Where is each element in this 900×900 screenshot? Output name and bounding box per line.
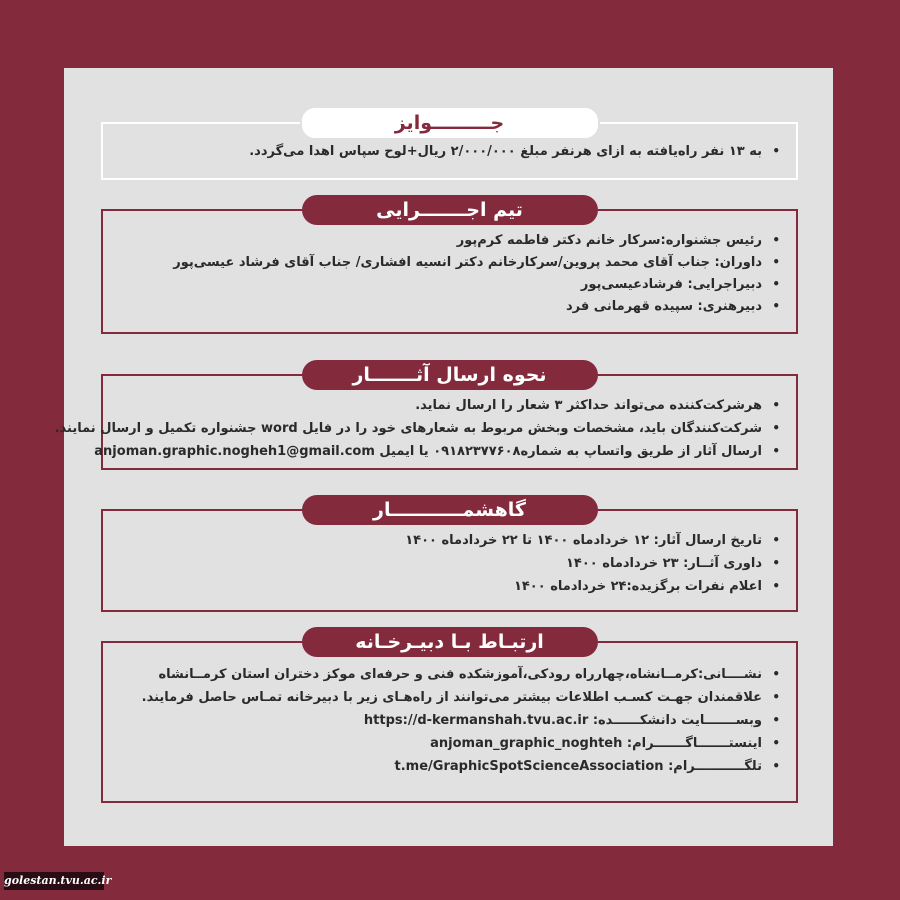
contact-section: [101, 631, 798, 803]
list-item: • داوران: جناب آقای محمد پروین/سرکارخانم دکتر انسیه افشاری/ جناب آقای فرشاد عیسی‌پور: [173, 255, 780, 270]
list-item: • تاریخ ارسال آثار: ۱۲ خردادماه ۱۴۰۰ تا ۲۲ خردادماه ۱۴۰۰: [405, 533, 780, 548]
list-item: • هرشرکت‌کننده می‌تواند حداکثر ۳ شعار را ارسال نماید.: [415, 398, 780, 413]
schedule-section: [101, 499, 798, 612]
prizes-section: [101, 112, 798, 180]
list-item: • به ۱۳ نفر راه‌یافته به ازای هرنفر مبلغ ۲/۰۰۰/۰۰۰ ریال+لوح سپاس اهدا می‌گردد.: [249, 144, 780, 159]
list-item: • رئیس جشنواره:سرکار خانم دکتر فاطمه کرم‌پور: [456, 233, 780, 248]
list-item: • علاقمندان جهـت کسـب اطلاعات بیشتر می‌توانند از راه‌هـای زیر با دبیرخانه تمـاس حاصل فرمایند.: [141, 690, 780, 705]
watermark-badge: golestan.tvu.ac.ir: [4, 872, 104, 890]
telegram-label: تلگـــــــــــرام:: [668, 759, 762, 774]
website-item: • وبســـــــایت دانشکــــــده: https://d-kermanshah.tvu.ac.ir: [363, 713, 780, 728]
schedule-title: گاهشمـــــــــــار: [302, 495, 598, 525]
submission-title: نحوه ارسال آثـــــــار: [302, 360, 598, 390]
telegram-item: • تلگـــــــــــرام: t.me/GraphicSpotScienceAssociation: [394, 759, 780, 774]
list-item: • دبیراجرایی: فرشادعیسی‌پور: [580, 277, 780, 292]
instagram-label: اینستـــــــاگـــــــرام:: [626, 736, 762, 751]
contact-title: ارتبـاط بـا دبیـرخـانه: [302, 627, 598, 657]
list-item: • ارسال آثار از طریق واتساپ به شماره۰۹۱۸۲۳۷۷۶۰۸ یا ایمیل anjoman.graphic.nogheh1@gmail.com: [94, 444, 780, 459]
list-item: • شرکت‌کنندگان باید، مشخصات وبخش مربوط به شعارهای خود را در فایل word جشنواره تکمیل و ارسال نمایند.: [54, 421, 780, 436]
submission-section: [54, 364, 798, 470]
website-label: وبســـــــایت دانشکــــــده:: [592, 713, 762, 728]
instagram-handle[interactable]: anjoman_graphic_noghteh: [430, 736, 623, 751]
list-item: • اعلام نفرات برگزیده:۲۴ خردادماه ۱۴۰۰: [513, 579, 780, 594]
list-item: • دبیرهنری: سپیده قهرمانی فرد: [565, 299, 780, 314]
list-item: • نشــــانی:کرمــانشاه،چهارراه رودکی،آموزشکده فنی و حرفه‌ای موکز دختران استان کرمــانشاه: [158, 667, 780, 682]
prizes-title: جـــــــــوایز: [300, 106, 600, 140]
telegram-link[interactable]: t.me/GraphicSpotScienceAssociation: [394, 759, 664, 774]
content-panel: [54, 68, 833, 846]
team-section: [101, 199, 798, 334]
list-item: • داوری آثــار: ۲۳ خردادماه ۱۴۰۰: [566, 556, 780, 571]
instagram-item: • اینستـــــــاگـــــــرام: anjoman_graphic_noghteh: [430, 736, 780, 751]
website-link[interactable]: https://d-kermanshah.tvu.ac.ir: [363, 713, 589, 728]
team-title: تیم اجـــــــرایی: [302, 195, 598, 225]
